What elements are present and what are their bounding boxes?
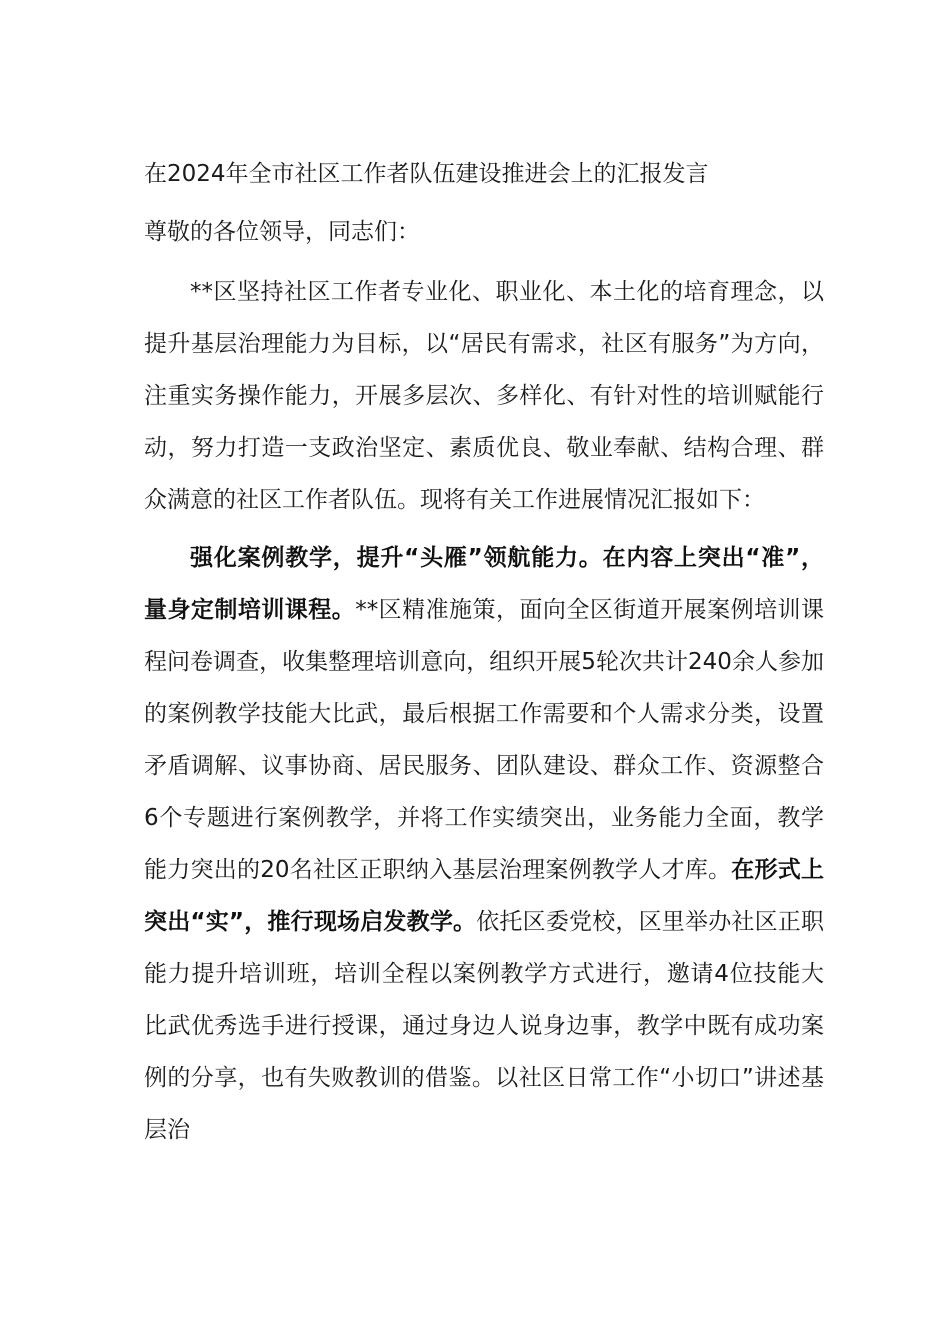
section-1-sub1-heading: 在内容上突出“准”，量身定制培训课程。 (144, 545, 825, 623)
section-1-sub2-text: 依托区委党校，区里举办社区正职能力提升培训班，培训全程以案例教学方式进行，邀请4位技能大比武优秀选手进行授课，通过身边人说身边事，教学中既有成功案例的分享，也有失败教训的借鉴。以社区日常工作“小切口”讲述基层治 (144, 909, 825, 1143)
section-1-sub2-heading: 在形式上突出“实”，推行现场启发教学。 (144, 857, 824, 935)
intro-paragraph: **区坚持社区工作者专业化、职业化、本土化的培育理念，以提升基层治理能力为目标，以“居民有需求，社区有服务”为方向，注重实务操作能力，开展多层次、多样化、有针对性的培训赋能行动，努力打造一支政治坚定、素质优良、敬业奉献、结构合理、群众满意的社区工作者队伍。现将有关工作进展情况汇报如下： (144, 279, 824, 513)
salutation: 尊敬的各位领导，同志们： (144, 219, 420, 245)
document-body (144, 148, 824, 1156)
document-title: 在2024年全市社区工作者队伍建设推进会上的汇报发言 (144, 161, 709, 187)
section-1-paragraph (144, 532, 824, 1156)
section-1-heading: 强化案例教学，提升“头雁”领航能力。 (190, 545, 603, 571)
section-1-sub1-text: **区精准施策，面向全区街道开展案例培训课程问卷调查，收集整理培训意向，组织开展5轮次共计240余人参加的案例教学技能大比武，最后根据工作需要和个人需求分类，设置矛盾调解、议事协商、居民服务、团队建设、群众工作、资源整合6个专题进行案例教学，并将工作实绩突出，业务能力全面，教学能力突出的20名社区正职纳入基层治理案例教学人才库。 (144, 597, 825, 883)
